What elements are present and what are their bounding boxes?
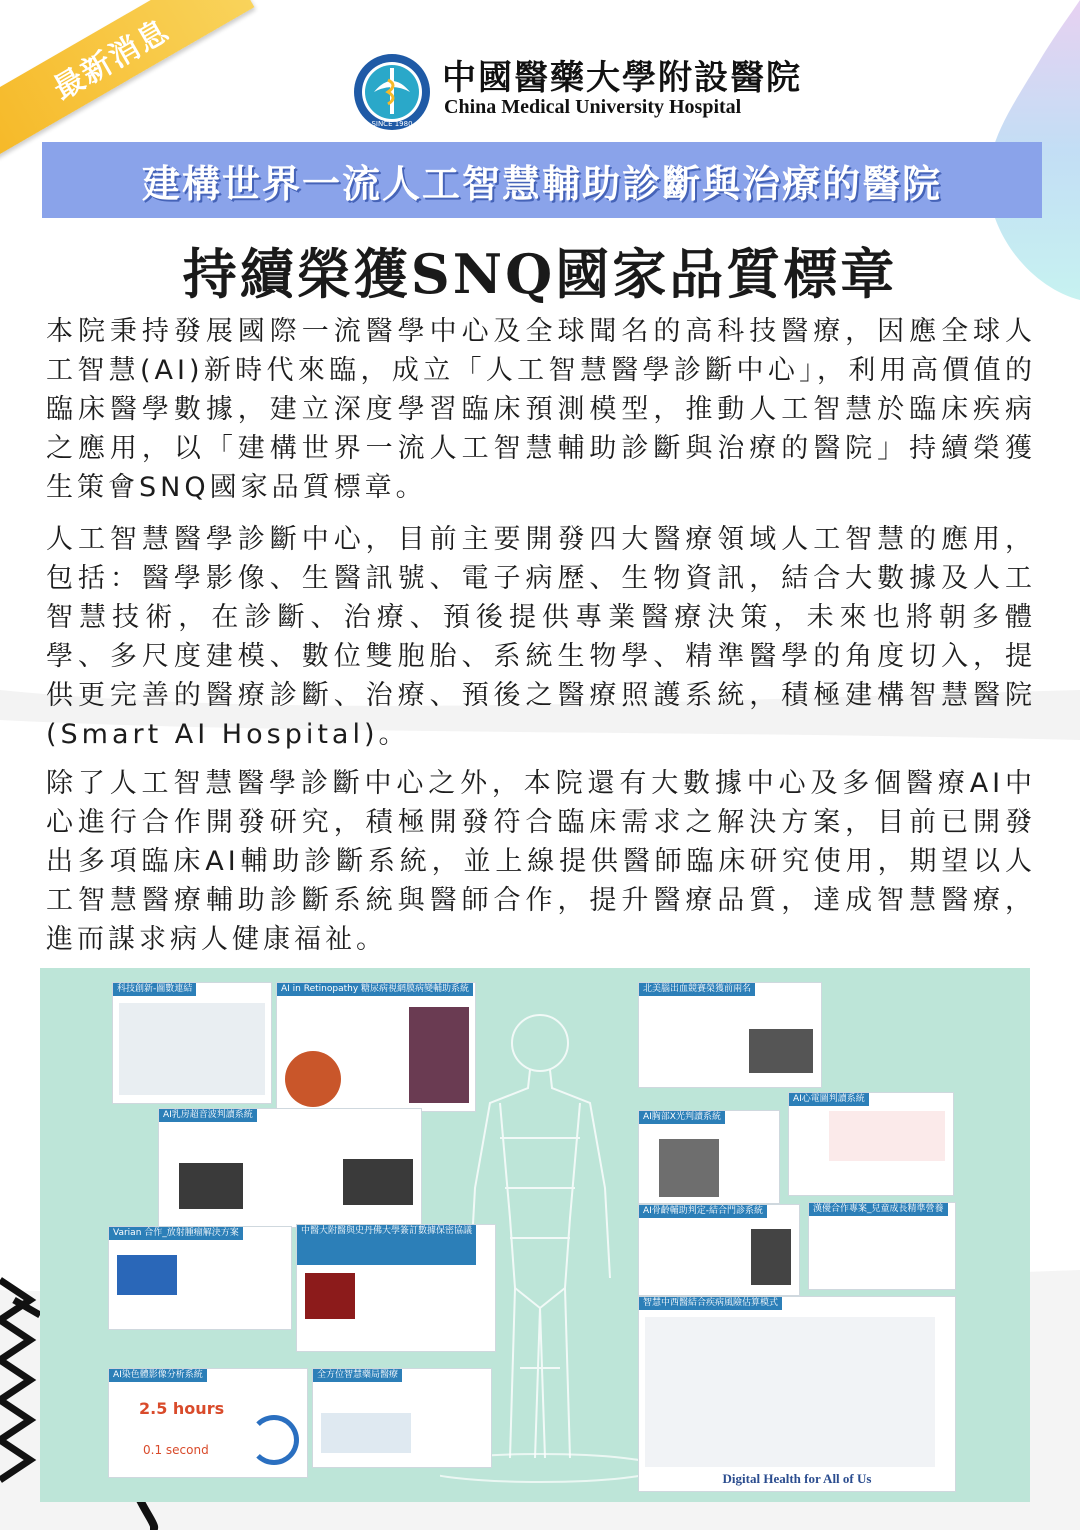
- panel-title: AI骨齡輔助判定-結合門診系統: [639, 1205, 767, 1218]
- panel-title: 中醫大附醫與史丹佛大學簽訂數據保密協議: [297, 1225, 476, 1265]
- hospital-logo: [352, 52, 432, 132]
- panel-title: 智慧中西醫結合疾病風險估算模式: [639, 1297, 782, 1310]
- hospital-name-zh: 中國醫藥大學附設醫院: [442, 58, 802, 98]
- banner-text: 建構世界一流人工智慧輔助診斷與治療的醫院: [141, 160, 942, 206]
- collage-panel: [312, 1368, 492, 1468]
- panel-title: AI心電圖判讀系統: [789, 1093, 869, 1106]
- logo-text: SINCE 1980: [371, 120, 413, 128]
- panel-title: 全方位智慧藥局醫療: [313, 1369, 402, 1382]
- paragraph-2: 人工智慧醫學診斷中心，目前主要開發四大醫療領域人工智慧的應用，包括：醫學影像、生醫訊號、電子病歷、生物資訊，結合大數據及人工智慧技術，在診斷、治療、預後提供專業醫療決策，未來也將朝多體學、多尺度建模、數位雙胞胎、系統生物學、精準醫學的角度切入，提供更完善的醫療診斷、治療、預後之醫療照護系統，積極建構智慧醫院(Smart AI Hospital)。: [46, 524, 1036, 750]
- collage-panel: [788, 1092, 954, 1196]
- panel-title: 漢優合作專案_兒童成長精準營養: [809, 1203, 948, 1216]
- panel-title: 北美腦出血競賽榮獲前兩名: [639, 983, 755, 996]
- page-title: 持續榮獲SNQ國家品質標章: [182, 242, 898, 306]
- panel-title: AI in Retinopathy 糖尿病視網膜病變輔助系統: [277, 983, 473, 996]
- paragraph-1: 本院秉持發展國際一流醫學中心及全球聞名的高科技醫療，因應全球人工智慧(AI)新時代來臨，成立「人工智慧醫學診斷中心」，利用高價值的臨床醫學數據，建立深度學習臨床預測模型，推動人工智慧於臨床疾病之應用，以「建構世界一流人工智慧輔助診斷與治療的醫院」持續榮獲生策會SNQ國家品質標章。: [46, 316, 1036, 503]
- stat-second: 0.1 second: [143, 1443, 209, 1457]
- paragraph-3: 除了人工智慧醫學診斷中心之外，本院還有大數據中心及多個醫療AI中心進行合作開發研究，積極開發符合臨床需求之解決方案，目前已開發出多項臨床AI輔助診斷系統，並上線提供醫師臨床研究使用，期望以人工智慧醫療輔助診斷系統與醫師合作，提升醫療品質，達成智慧醫療，進而謀求病人健康福祉。: [46, 768, 1036, 955]
- panel-title: Varian 合作_放射腫瘤解決方案: [109, 1227, 243, 1240]
- stat-hours: 2.5 hours: [139, 1399, 225, 1418]
- ai-systems-collage: [40, 968, 1030, 1502]
- collage-panel: [276, 982, 476, 1112]
- panel-title: AI胸部X光判讀系統: [639, 1111, 725, 1124]
- panel-title: AI染色體影像分析系統: [109, 1369, 207, 1382]
- panel-title: AI乳房超音波判讀系統: [159, 1109, 257, 1122]
- collage-panel: [638, 1204, 800, 1296]
- collage-panel: [638, 982, 822, 1088]
- hospital-name-en: China Medical University Hospital: [444, 96, 742, 118]
- ribbon-label: 最新消息: [47, 12, 176, 108]
- collage-panel: [108, 1226, 292, 1330]
- collage-panel: [638, 1296, 956, 1492]
- collage-panel: [108, 1368, 308, 1478]
- headline-banner: [42, 142, 1042, 218]
- collage-panel: [112, 982, 272, 1104]
- panel-title: 科技創新-圖數連結: [113, 983, 196, 996]
- digital-health-label: Digital Health for All of Us: [722, 1471, 872, 1486]
- collage-panel: [638, 1110, 780, 1204]
- collage-panel: [296, 1224, 496, 1352]
- collage-panel: [808, 1202, 956, 1290]
- collage-panel: [158, 1108, 422, 1228]
